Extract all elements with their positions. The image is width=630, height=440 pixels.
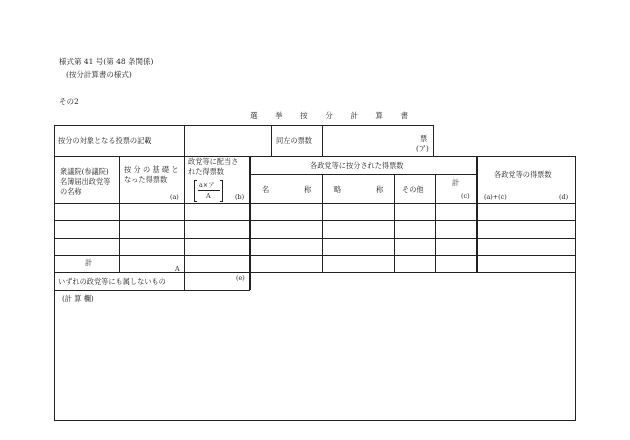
sub-abbr-1: 略 [334,185,342,194]
sub-abbr-2: 称 [376,185,384,194]
same-votes-label: 同左の票数 [276,136,312,145]
col3-line1: 政党等に配当さ [188,157,239,166]
calc-area-label: (計 算 欄) [62,294,94,303]
sub-other: その他 [402,185,424,194]
sub-name-2: 称 [304,185,312,194]
none-row-label: いずれの政党等にも属しないもの [58,277,166,286]
col1-line3: の名称 [60,187,82,196]
target-votes-value[interactable] [188,136,268,150]
form-number: 様式第 41 号(第 48 条関係) [59,57,154,66]
col-last-label: 各政党等の得票数 [494,170,552,179]
totals-label: 計 [85,258,93,267]
none-row-mark: (e) [236,274,245,282]
col2-line2: なった得票数 [124,175,168,184]
target-votes-label: 按分の対象となる投票の記載 [58,136,152,145]
sub-total: 計 [452,178,460,187]
col3-numerator: a×ア [199,181,215,189]
col2-mark: (a) [170,193,179,201]
col1-line2: 名簿届出政党等 [60,177,111,186]
document-title: 選 挙 按 分 計 算 書 [250,111,416,120]
allocated-group-label: 各政党等に按分された得票数 [310,161,404,170]
col3-mark: (b) [235,193,245,201]
sub-name-1: 名 [262,185,270,194]
col3-denominator: A [206,192,211,200]
totals-value: A [175,265,180,273]
votes-mark: (ア) [416,144,429,153]
col2-line1: 按 分 の 基 礎 と [124,165,179,174]
part-label: その2 [59,97,79,106]
col3-line2: れた得票数 [188,167,224,176]
votes-unit: 票 [420,134,428,143]
col-last-mark: (d) [559,193,569,201]
col-last-formula: (a)+(c) [484,193,507,201]
sub-total-mark: (c) [461,192,470,200]
form-subtitle: (按分計算書の様式) [66,70,132,79]
col1-line1: 衆議院(参議院) [60,167,109,176]
calc-area[interactable] [58,308,570,416]
